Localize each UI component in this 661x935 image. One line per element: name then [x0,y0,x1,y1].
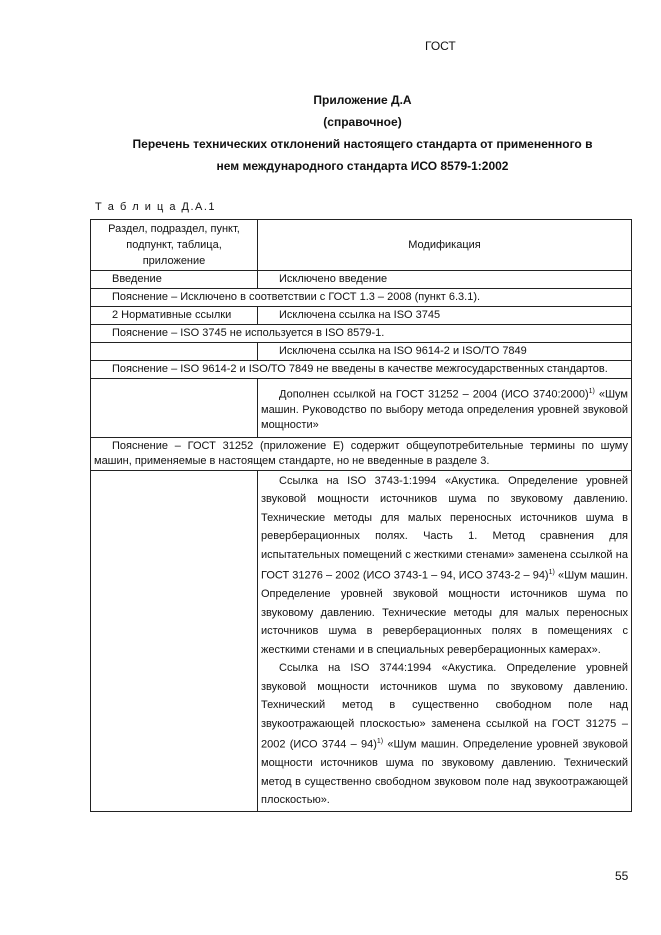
footnote-marker: 1) [588,388,595,395]
deviations-table [90,219,632,812]
note-cell: Пояснение – ISO 3745 не используется в ISO 8579-1. [91,325,632,343]
table-note-row [91,325,632,343]
header-section-cell: Раздел, подраздел, пункт, подпункт, таблица, приложение [91,220,258,271]
note-cell: Пояснение – ГОСТ 31252 (приложение Е) содержит общеупотребительные термины по шуму машин, применяемые в настоящем стандарте, но не введенные в разделе 3. [91,437,632,470]
section-cell-empty [91,470,258,811]
table-row [91,343,632,361]
table-note-row [91,289,632,307]
page-header-standard: ГОСТ [425,39,456,53]
section-cell: 2 Нормативные ссылки [91,307,258,325]
table-note-row [91,437,632,470]
appendix-title-block [90,89,635,177]
appendix-subtitle: (справочное) [323,115,402,129]
table-caption: Т а б л и ц а Д.А.1 [95,201,217,213]
appendix-heading-line-1: Перечень технических отклонений настоящего стандарта от примененного в [132,137,593,151]
modification-text: Ссылка на ISO 3743-1:1994 «Акустика. Определение уровней звуковой мощности источников шума по звуковому давлению. Технические методы для малых переносных источников шума в реверберационных полях. Часть 1. Метод сравнения для испытательных помещений с жесткими стенами» заменена ссылкой на ГОСТ 31276 – 2002 (ИСО 3743-1 – 94, ИСО 3743-2 – 94) [261,474,628,582]
note-cell: Пояснение – Исключено в соответствии с ГОСТ 1.3 – 2008 (пункт 6.3.1). [91,289,632,307]
footnote-marker: 1) [376,738,384,746]
modification-cell: Исключена ссылка на ISO 9614-2 и ISO/TO 7849 [258,343,632,361]
table-row [91,379,632,438]
table-row [91,470,632,811]
table-row [91,307,632,325]
modification-cell [258,379,632,438]
note-cell: Пояснение – ISO 9614-2 и ISO/TO 7849 не введены в качестве межгосударственных стандартов. [91,361,632,379]
section-cell: Введение [91,271,258,289]
page-number: 55 [615,869,629,883]
footnote-marker: 1) [548,569,555,577]
table-row [91,271,632,289]
section-cell-empty [91,343,258,361]
modification-text: Дополнен ссылкой на ГОСТ 31252 – 2004 (ИСО 3740:2000) [279,388,589,401]
modification-cell [258,470,632,811]
modification-cell: Исключена ссылка на ISO 3745 [258,307,632,325]
modification-paragraph [261,659,628,810]
modification-text: «Шум машин. Руководство по выбору метода определения уровней звуковой мощности» [261,388,628,431]
modification-text: «Шум машин. Определение уровней звуковой мощности источников шума по звуковому давлению. Технические методы для малых переносных источников шума в реверберационных полях в помещениях с жесткими стенами и в специальных реверберационных камерах». [261,569,628,656]
appendix-title: Приложение Д.А [313,93,412,107]
modification-cell: Исключено введение [258,271,632,289]
section-cell-empty [91,379,258,438]
modification-text: Ссылка на ISO 3744:1994 «Акустика. Определение уровней звуковой мощности источников шума по звуковому давлению. Технический метод в существенно свободном поле над звукоотражающей плоскостью» заменена ссылкой на ГОСТ 31275 – 2002 (ИСО 3744 – 94) [261,662,628,751]
header-modification-cell: Модификация [258,220,632,271]
modification-paragraph [261,472,628,660]
appendix-heading-line-2: нем международного стандарта ИСО 8579-1:2002 [216,159,509,173]
modification-text: «Шум машин. Определение уровней звуковой мощности источников шума по звуковому давлению. Технический метод в существенно свободном звуковом поле над звукоотражающей плоскостью». [261,738,628,807]
table-note-row [91,361,632,379]
table-header-row [91,220,632,271]
